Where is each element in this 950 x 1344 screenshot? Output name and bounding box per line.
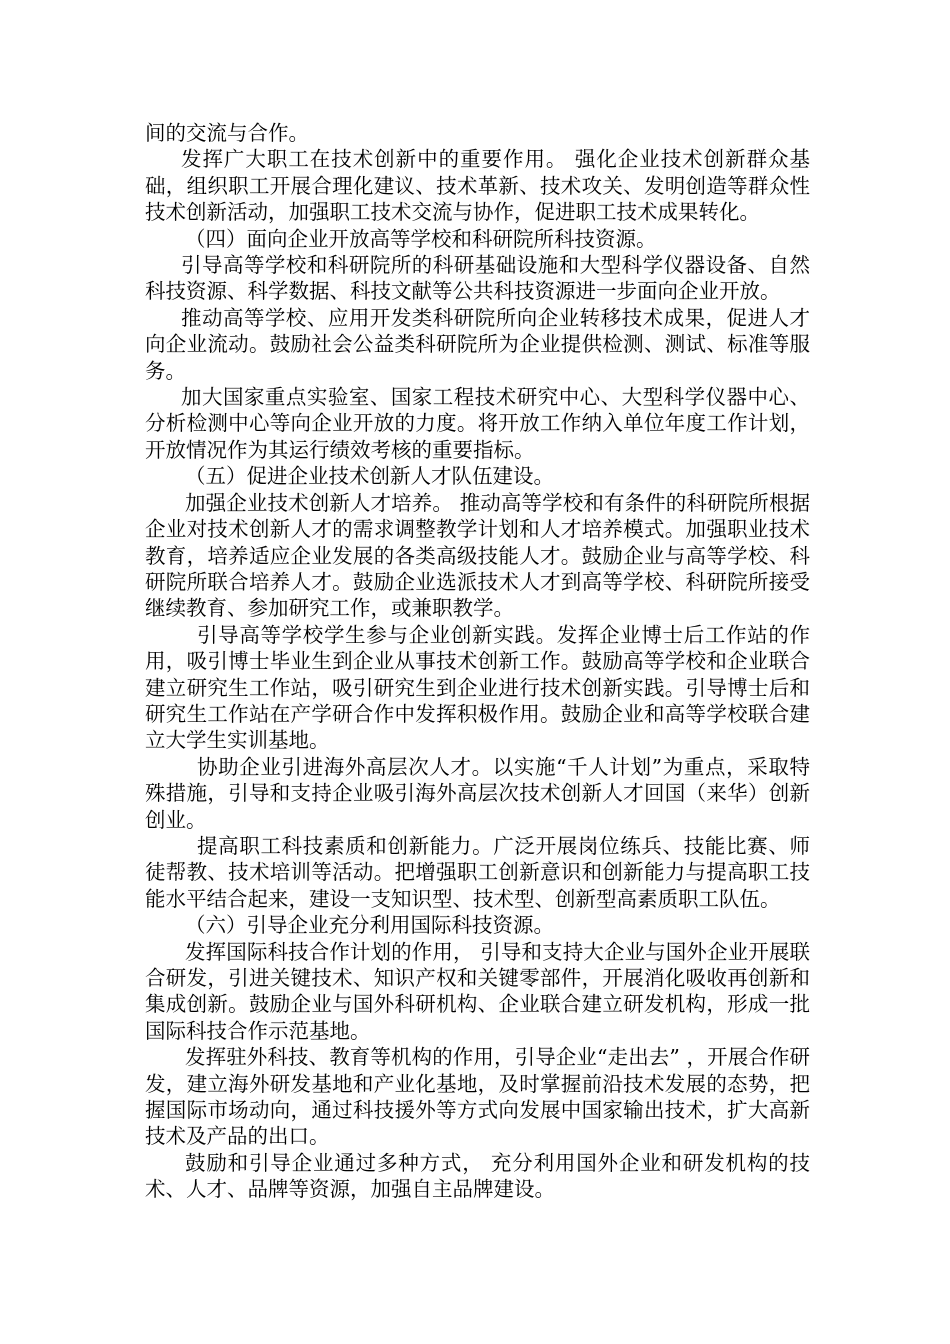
paragraph-student-practice: 引导高等学校学生参与企业创新实践。发挥企业博士后工作站的作用，吸引博士毕业生到企业从事技术创新工作。鼓励高等学校和企业联合建立研究生工作站，吸引研究生到企业进行技术创新实践。引导博士后和研究生工作站在产学研合作中发挥积极作用。鼓励企业和高等学校联合建立大学生实训基地。 <box>145 622 810 753</box>
paragraph-intl-cooperation: 发挥国际科技合作计划的作用， 引导和支持大企业与国外企业开展联合研发，引进关键技术、知识产权和关键零部件，开展消化吸收再创新和集成创新。鼓励企业与国外科研机构、企业联合建立研发机构，形成一批国际科技合作示范基地。 <box>145 939 810 1043</box>
paragraph-worker-role: 发挥广大职工在技术创新中的重要作用。 强化企业技术创新群众基础，组织职工开展合理化建议、技术革新、技术攻关、发明创造等群众性技术创新活动，加强职工技术交流与协作，促进职工技术成果转化。 <box>145 147 810 225</box>
paragraph-labs-open: 加大国家重点实验室、国家工程技术研究中心、大型科学仪器中心、分析检测中心等向企业开放的力度。将开放工作纳入单位年度工作计划，开放情况作为其运行绩效考核的重要指标。 <box>145 385 810 462</box>
paragraph-worker-skills: 提高职工科技素质和创新能力。广泛开展岗位练兵、技能比赛、师徒帮教、技术培训等活动。把增强职工创新意识和创新能力与提高职工技能水平结合起来，建设一支知识型、技术型、创新型高素质职工队伍。 <box>145 833 810 911</box>
paragraph-overseas-talent: 协助企业引进海外高层次人才。以实施“千人计划”为重点，采取特殊措施，引导和支持企业吸引海外高层次技术创新人才回国（来华）创新创业。 <box>145 754 810 832</box>
paragraph-tech-transfer: 推动高等学校、应用开发类科研院所向企业转移技术成果，促进人才向企业流动。鼓励社会公益类科研院所为企业提供检测、测试、标准等服务。 <box>145 305 810 383</box>
section-heading-6: （六）引导企业充分利用国际科技资源。 <box>185 913 554 938</box>
paragraph-open-resources: 引导高等学校和科研院所的科研基础设施和大型科学仪器设备、自然科技资源、科学数据、科技文献等公共科技资源进一步面向企业开放。 <box>145 253 810 304</box>
paragraph-continuation: 间的交流与合作。 <box>145 121 309 145</box>
section-heading-5: （五）促进企业技术创新人才队伍建设。 <box>185 464 554 489</box>
paragraph-go-global: 发挥驻外科技、教育等机构的作用，引导企业“走出去” ，开展合作研发，建立海外研发基地和产业化基地，及时掌握前沿技术发展的态势，把握国际市场动向，通过科技援外等方式向发展中国家输出技术，扩大高新技术及产品的出口。 <box>145 1045 810 1149</box>
document-body <box>145 120 810 1203</box>
paragraph-brand-building: 鼓励和引导企业通过多种方式， 充分利用国外企业和研发机构的技术、人才、品牌等资源，加强自主品牌建设。 <box>145 1150 810 1202</box>
paragraph-talent-training: 加强企业技术创新人才培养。 推动高等学校和有条件的科研院所根据企业对技术创新人才的需求调整教学计划和人才培养模式。加强职业技术教育，培养适应企业发展的各类高级技能人才。鼓励企业与高等学校、科研院所联合培养人才。鼓励企业选派技术人才到高等学校、科研院所接受继续教育、参加研究工作，或兼职教学。 <box>145 490 810 621</box>
section-heading-4: （四）面向企业开放高等学校和科研院所科技资源。 <box>185 226 657 251</box>
